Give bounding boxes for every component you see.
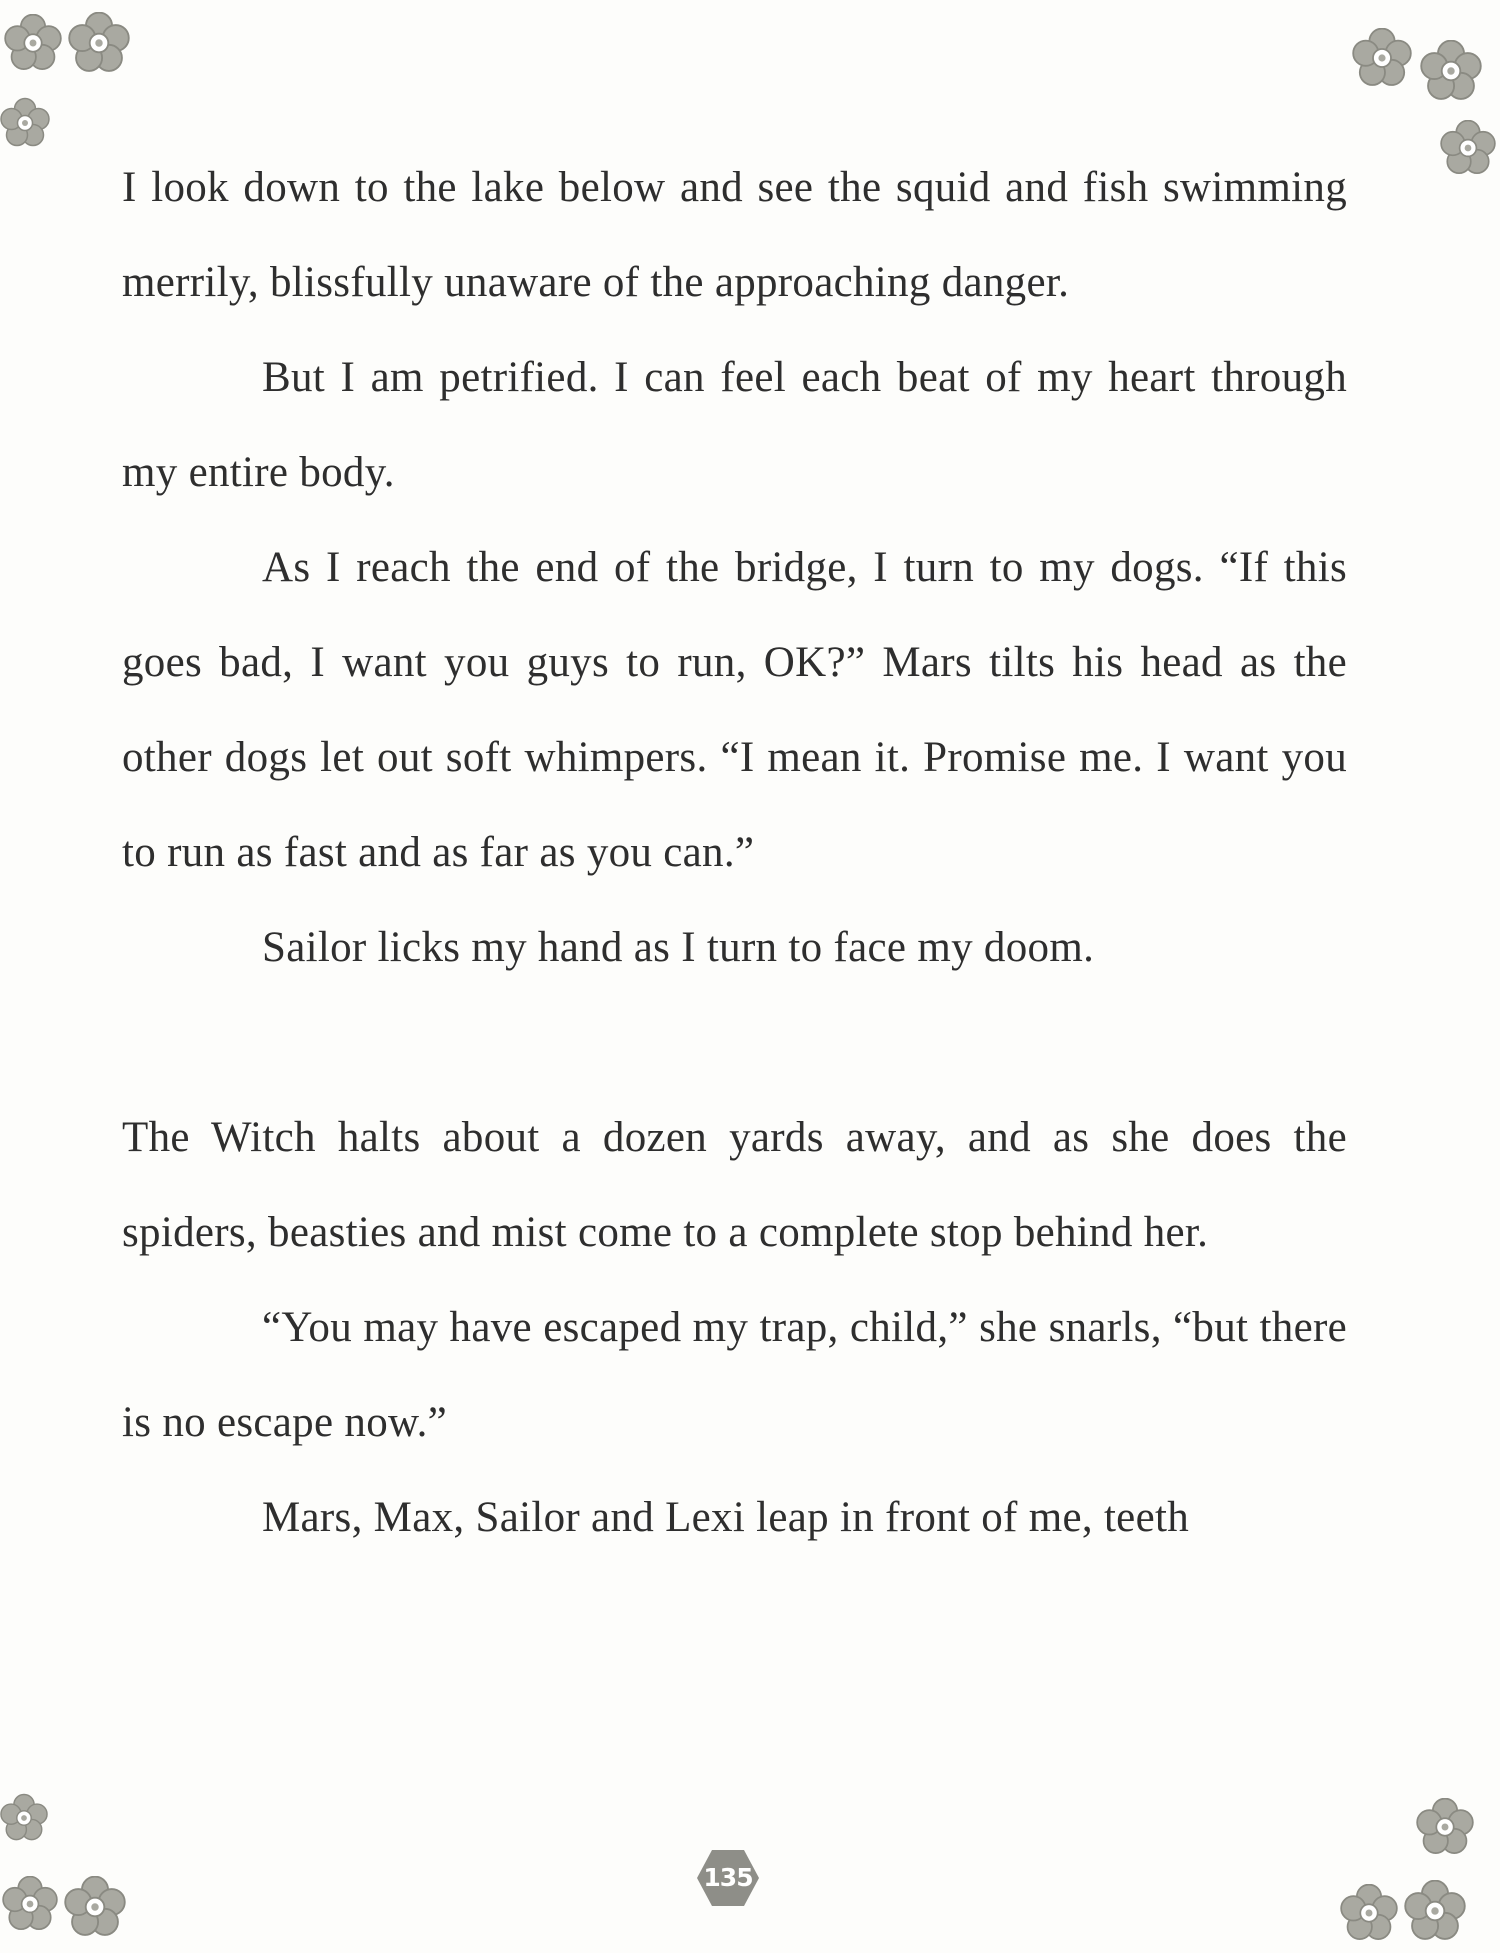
flower-icon	[1440, 120, 1496, 176]
flower-icon	[64, 1876, 126, 1938]
paragraph: I look down to the lake below and see the squid and fish swimming merrily, blissfully unaware of the approaching danger.	[122, 164, 1347, 306]
paragraph: But I am petrified. I can feel each beat of my heart through my entire body.	[122, 354, 1347, 496]
flower-icon	[1352, 28, 1412, 88]
paragraph: The Witch halts about a dozen yards away, and as she does the spiders, beasties and mist come to a complete stop behind her.	[122, 1114, 1347, 1256]
flower-icon	[4, 14, 62, 72]
page-number-badge	[695, 1848, 761, 1908]
flower-icon	[1340, 1884, 1398, 1942]
flower-icon	[1404, 1880, 1466, 1942]
section-break	[122, 995, 1347, 1090]
paragraph: Sailor licks my hand as I turn to face my doom.	[262, 924, 1095, 971]
flower-icon	[1420, 40, 1482, 102]
flower-icon	[0, 96, 50, 150]
flower-icon	[68, 12, 130, 74]
page-number: 135	[703, 1863, 753, 1892]
paragraph: “You may have escaped my trap, child,” she snarls, “but there is no escape now.”	[122, 1304, 1347, 1446]
flower-icon	[1416, 1798, 1474, 1856]
paragraph: Mars, Max, Sailor and Lexi leap in front of me, teeth	[262, 1494, 1190, 1541]
flower-icon	[2, 1876, 58, 1932]
paragraph: As I reach the end of the bridge, I turn to my dogs. “If this goes bad, I want you guys to run, OK?” Mars tilts his head as the other dogs let out soft whimpers. “I mean it. Promise me. I want you to run as fast and as far as you can.”	[122, 544, 1347, 876]
flower-icon	[0, 1790, 48, 1846]
story-text	[122, 140, 1347, 1565]
